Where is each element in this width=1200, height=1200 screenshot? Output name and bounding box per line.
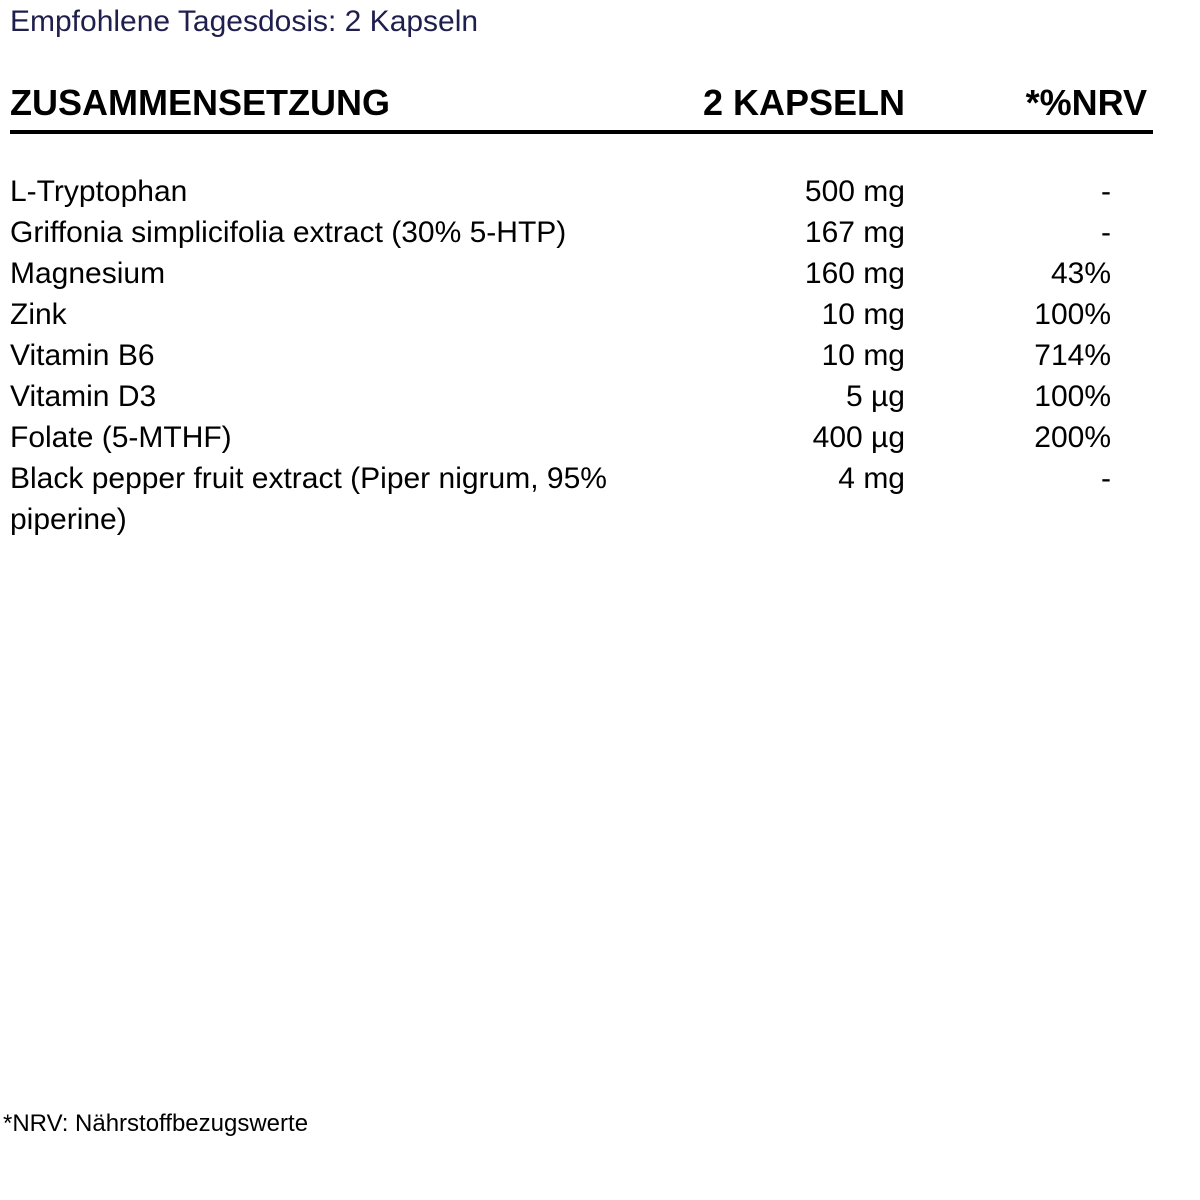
ingredient-name: Black pepper fruit extract (Piper nigrum, 95% piperine)	[10, 462, 607, 536]
ingredient-nrv: -	[1101, 462, 1111, 495]
table-row	[10, 458, 1153, 540]
ingredient-name: Magnesium	[10, 257, 166, 290]
ingredient-nrv: 200%	[1034, 421, 1111, 454]
ingredient-name: Griffonia simplicifolia extract (30% 5-HTP)	[10, 216, 567, 249]
table-row	[10, 294, 1153, 335]
ingredient-name: Vitamin B6	[10, 339, 155, 372]
ingredient-nrv: 43%	[1050, 257, 1111, 290]
ingredient-name: L-Tryptophan	[10, 175, 188, 208]
header-composition: ZUSAMMENSETZUNG	[10, 82, 390, 123]
ingredient-name: Vitamin D3	[10, 380, 157, 413]
ingredient-list	[10, 171, 1153, 540]
ingredient-amount: 10 mg	[821, 298, 905, 331]
ingredient-nrv: 100%	[1034, 380, 1111, 413]
ingredient-nrv: -	[1101, 216, 1111, 249]
ingredient-name: Zink	[10, 298, 67, 331]
table-row	[10, 253, 1153, 294]
header-amount: 2 KAPSELN	[702, 82, 905, 123]
ingredient-name: Folate (5-MTHF)	[10, 421, 232, 454]
table-row	[10, 212, 1153, 253]
table-header	[10, 82, 1153, 134]
ingredient-nrv: -	[1101, 175, 1111, 208]
ingredient-nrv: 100%	[1034, 298, 1111, 331]
table-row	[10, 171, 1153, 212]
header-nrv: *%NRV	[1025, 82, 1147, 123]
ingredient-amount: 400 µg	[812, 421, 905, 454]
ingredient-amount: 167 mg	[804, 216, 905, 249]
table-row	[10, 376, 1153, 417]
recommended-dose: Empfohlene Tagesdosis: 2 Kapseln	[10, 5, 479, 38]
ingredient-nrv: 714%	[1034, 339, 1111, 372]
table-row	[10, 335, 1153, 376]
nrv-footnote: *NRV: Nährstoffbezugswerte	[3, 1110, 309, 1137]
ingredient-amount: 4 mg	[838, 462, 905, 495]
ingredient-amount: 500 mg	[804, 175, 905, 208]
ingredient-amount: 5 µg	[846, 380, 905, 413]
table-row	[10, 417, 1153, 458]
ingredient-amount: 10 mg	[821, 339, 905, 372]
ingredient-amount: 160 mg	[804, 257, 905, 290]
